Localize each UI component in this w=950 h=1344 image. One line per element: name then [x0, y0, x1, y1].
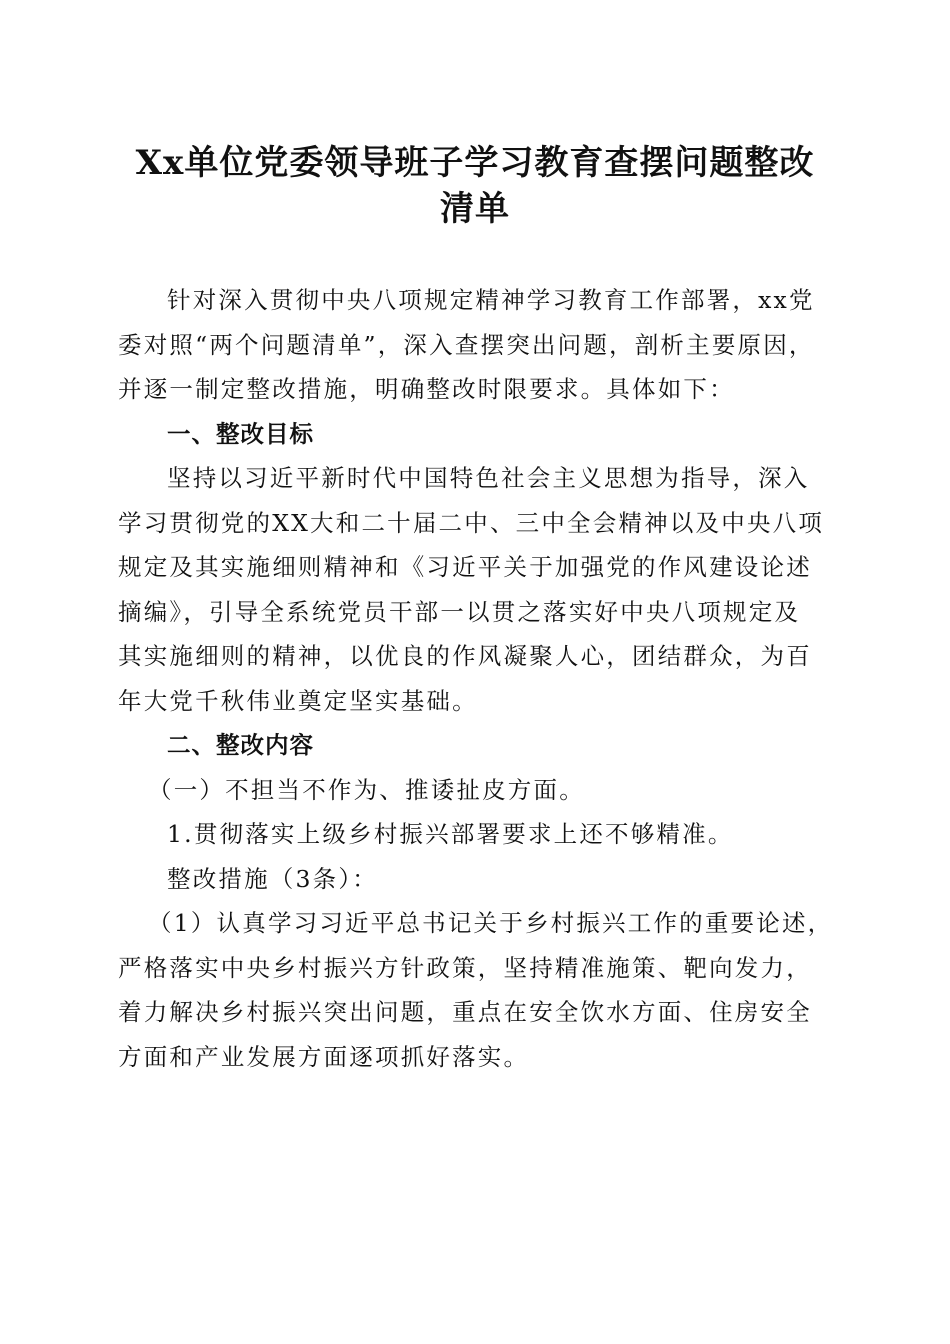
intro-line-3: 并逐一制定整改措施，明确整改时限要求。具体如下： — [118, 375, 735, 403]
section-heading-goals: 一、整改目标 — [167, 419, 314, 448]
measure-1-line-4: 方面和产业发展方面逐项抓好落实。 — [118, 1042, 530, 1071]
section-heading-content: 二、整改内容 — [167, 731, 314, 759]
document-title — [100, 140, 850, 232]
subsection-heading-1: （一）不担当不作为、推诿扯皮方面。 — [148, 775, 585, 804]
goals-line-3: 规定及其实施细则精神和《习近平关于加强党的作风建设论述 — [118, 553, 812, 581]
goals-line-6: 年大党千秋伟业奠定坚实基础。 — [118, 686, 478, 715]
measures-label: 整改措施（3条）： — [167, 864, 379, 893]
document-body — [118, 278, 834, 1079]
measure-1-line-2: 严格落实中央乡村振兴方针政策，坚持精准施策、靶向发力， — [118, 953, 812, 982]
goals-line-2: 学习贯彻党的XX大和二十届二中、三中全会精神以及中央八项 — [118, 508, 825, 537]
problem-item-1: 1.贯彻落实上级乡村振兴部署要求上还不够精准。 — [167, 820, 734, 848]
title-line-2: 清单 — [440, 189, 510, 229]
measure-1-line-1: （1）认真学习习近平总书记关于乡村振兴工作的重要论述， — [148, 909, 834, 937]
intro-line-2: 委对照“两个问题清单”，深入查摆突出问题，剖析主要原因， — [118, 330, 815, 359]
title-line-1: Xx单位党委领导班子学习教育查摆问题整改 — [135, 143, 815, 183]
goals-line-5: 其实施细则的精神，以优良的作风凝聚人心，团结群众，为百 — [118, 642, 812, 670]
intro-line-1: 针对深入贯彻中央八项规定精神学习教育工作部署，xx党 — [167, 286, 815, 314]
measure-1-line-3: 着力解决乡村振兴突出问题，重点在安全饮水方面、住房安全 — [118, 998, 812, 1026]
goals-line-4: 摘编》，引导全系统党员干部一以贯之落实好中央八项规定及 — [118, 597, 801, 626]
goals-line-1: 坚持以习近平新时代中国特色社会主义思想为指导，深入 — [167, 464, 810, 492]
